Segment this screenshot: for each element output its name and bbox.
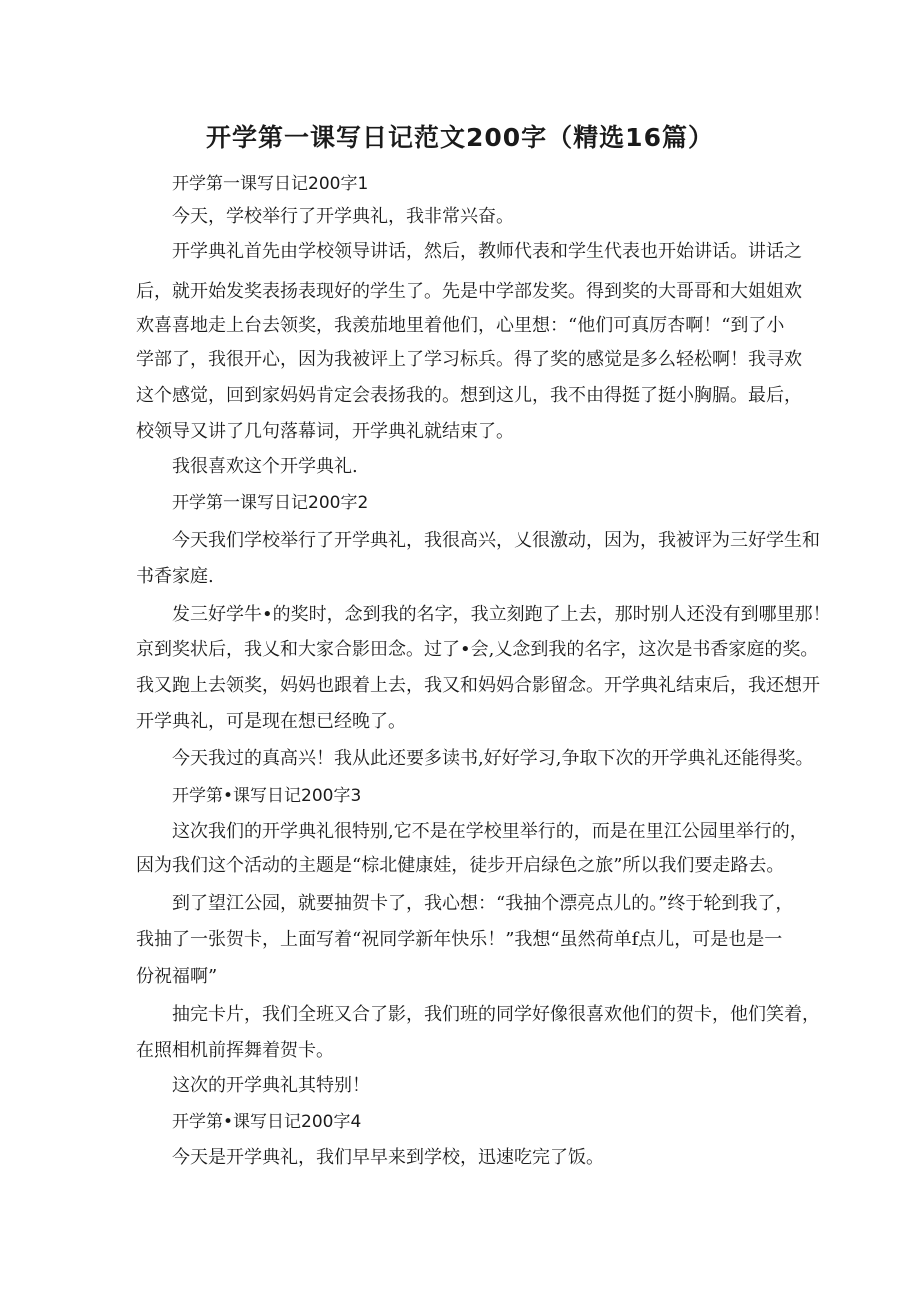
- paragraph-line: 今天，学校举行了开学典礼，我非常兴奋。: [172, 206, 514, 227]
- paragraph-line: 书香家庭.: [136, 566, 214, 587]
- paragraph-line: 校领导又讲了几句落幕词，开学典礼就结束了。: [136, 421, 514, 442]
- paragraph-line: 欢喜喜地走上台去领奖，我羡茄地里着他们，心里想：“他们可真厉杏啊！“到了小: [136, 315, 785, 336]
- paragraph-line: 我很喜欢这个开学典礼.: [172, 456, 358, 477]
- paragraph-line: 后，就开始发奖表扬表现好的学生了。先是中学部发奖。得到奖的大哥哥和大姐姐欢: [136, 281, 802, 302]
- paragraph-line: 今天是开学典礼，我们早早来到学校，迅速吃完了饭。: [172, 1147, 604, 1168]
- paragraph-line: 这个感觉，回到家妈妈肯定会表扬我的。想到这儿，我不由得挺了挺小胸膈。最后，: [136, 385, 802, 406]
- document-title: 开学第一课写日记范文200字（精选16篇）: [206, 123, 714, 152]
- paragraph-line: 今天我们学校举行了开学典礼，我很高兴，乂很激动，因为，我被评为三好学生和: [172, 530, 820, 551]
- paragraph-line: 学部了，我很开心，因为我被评上了学习标兵。得了奖的感觉是多么轻松啊！我寻欢: [136, 349, 802, 370]
- paragraph-line: 今天我过的真高兴！我从此还要多读书,好好学习,争取下次的开学典礼还能得奖。: [172, 748, 814, 769]
- paragraph-line: 发三好学牛•的奖时，念到我的名字，我立刻跑了上去，那时别人还没有到哪里那！: [172, 604, 831, 625]
- paragraph-line: 我又跑上去领奖，妈妈也跟着上去，我又和妈妈合影留念。开学典礼结束后，我还想开: [136, 675, 820, 696]
- paragraph-line: 开学典礼，可是现在想已经晚了。: [136, 711, 406, 732]
- paragraph-line: 抽完卡片，我们全班又合了影，我们班的同学好像很喜欢他们的贺卡，他们笑着，: [172, 1004, 820, 1025]
- section-heading-3: 开学第•课写日记200字3: [172, 786, 362, 806]
- paragraph-line: 这次我们的开学典礼很特别,它不是在学校里举行的，而是在里江公园里举行的，: [172, 821, 808, 842]
- paragraph-line: 这次的开学典礼其特别！: [172, 1075, 370, 1096]
- section-heading-1: 开学第一课写日记200字1: [172, 174, 369, 194]
- paragraph-line: 份祝福啊”: [136, 966, 218, 987]
- paragraph-line: 京到奖状后，我乂和大家合影田念。过了•会,乂念到我的名字，这次是书香家庭的奖。: [136, 639, 819, 660]
- paragraph-line: 因为我们这个活动的主题是“棕北健康娃，徒步开启绿色之旅”所以我们要走路去。: [136, 855, 785, 876]
- paragraph-line: 在照相机前挥舞着贺卡。: [136, 1040, 334, 1061]
- paragraph-line: 我抽了一张贺卡，上面写着“祝同学新年快乐！”我想“虽然荷单f点儿，可是也是一: [136, 929, 783, 950]
- section-heading-4: 开学第•课写日记200字4: [172, 1112, 362, 1132]
- paragraph-line: 开学典礼首先由学校领导讲话，然后，教师代表和学生代表也开始讲话。讲话之: [172, 241, 802, 262]
- section-heading-2: 开学第一课写日记200字2: [172, 493, 369, 513]
- paragraph-line: 到了望江公园，就要抽贺卡了，我心想：“我抽个漂亮点儿的。”终于轮到我了，: [172, 893, 794, 914]
